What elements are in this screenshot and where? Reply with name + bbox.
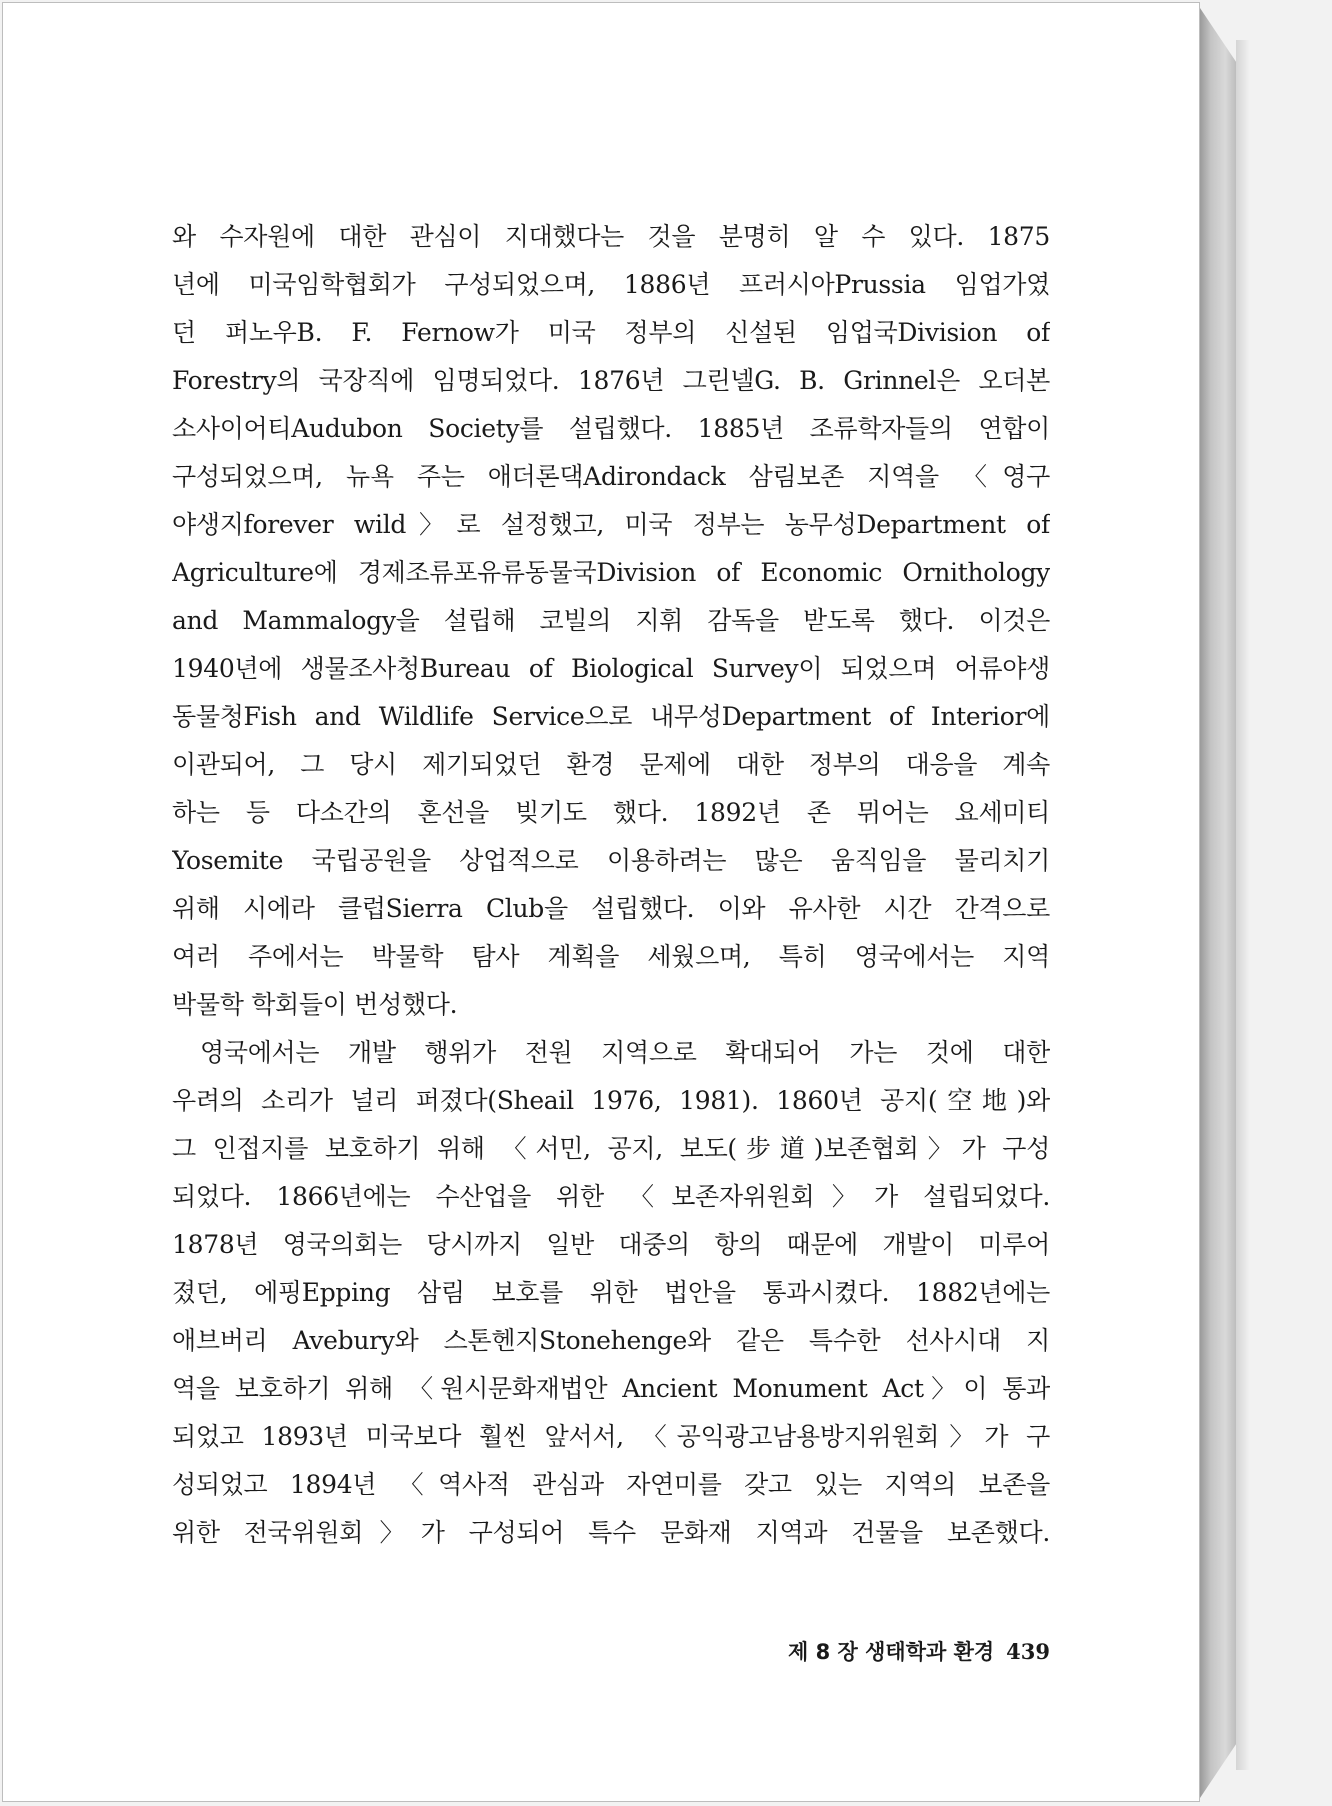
text-line: Agriculture에 경제조류포유류동물국Division of Economic Ornithology bbox=[172, 558, 1050, 587]
text-line: 와 수자원에 대한 관심이 지대했다는 것을 분명히 알 수 있다. 1875 bbox=[172, 222, 1050, 251]
text-line: 성되었고 1894년 〈역사적 관심과 자연미를 갖고 있는 지역의 보존을 bbox=[172, 1470, 1050, 1499]
chapter-title: 제 8 장 생태학과 환경 bbox=[788, 1640, 995, 1664]
text-line: 그 인접지를 보호하기 위해 〈서민, 공지, 보도(步道)보존협회〉가 구성 bbox=[172, 1134, 1050, 1163]
text-line: 박물학 학회들이 번성했다. bbox=[172, 990, 458, 1019]
text-line: Forestry의 국장직에 임명되었다. 1876년 그린넬G. B. Grinnel은 오더본 bbox=[172, 366, 1050, 395]
text-line: 위한 전국위원회〉가 구성되어 특수 문화재 지역과 건물을 보존했다. bbox=[172, 1518, 1050, 1547]
page-number: 439 bbox=[1006, 1639, 1050, 1664]
paragraph-2 bbox=[172, 1029, 1050, 1557]
text-line: 1878년 영국의회는 당시까지 일반 대중의 항의 때문에 개발이 미루어 bbox=[172, 1230, 1050, 1259]
text-line: 소사이어티Audubon Society를 설립했다. 1885년 조류학자들의 연합이 bbox=[172, 414, 1050, 443]
text-line: 년에 미국임학협회가 구성되었으며, 1886년 프러시아Prussia 임업가였 bbox=[172, 270, 1050, 299]
text-line: 던 퍼노우B. F. Fernow가 미국 정부의 신설된 임업국Division of bbox=[172, 318, 1050, 347]
text-line: 되었고 1893년 미국보다 훨씬 앞서서, 〈공익광고남용방지위원회〉가 구 bbox=[172, 1422, 1050, 1451]
text-line: 되었다. 1866년에는 수산업을 위한 〈보존자위원회〉가 설립되었다. bbox=[172, 1182, 1050, 1211]
text-line: and Mammalogy을 설립해 코빌의 지휘 감독을 받도록 했다. 이것은 bbox=[172, 606, 1050, 635]
page-shadow bbox=[1236, 40, 1250, 1770]
text-line: 1940년에 생물조사청Bureau of Biological Survey이 되었으며 어류야생 bbox=[172, 654, 1050, 683]
paragraph-1 bbox=[172, 213, 1050, 1029]
text-line: 졌던, 에핑Epping 삼림 보호를 위한 법안을 통과시켰다. 1882년에는 bbox=[172, 1278, 1050, 1307]
text-line: 동물청Fish and Wildlife Service으로 내무성Department of Interior에 bbox=[172, 702, 1050, 731]
body-text bbox=[172, 213, 1050, 1557]
text-line: Yosemite 국립공원을 상업적으로 이용하려는 많은 움직임을 물리치기 bbox=[172, 846, 1050, 875]
page-edge bbox=[1200, 8, 1236, 1798]
running-footer bbox=[680, 1636, 1050, 1666]
text-line: 위해 시에라 클럽Sierra Club을 설립했다. 이와 유사한 시간 간격으로 bbox=[172, 894, 1050, 923]
text-line: 야생지forever wild〉로 설정했고, 미국 정부는 농무성Department of bbox=[172, 510, 1050, 539]
text-line: 애브버리 Avebury와 스톤헨지Stonehenge와 같은 특수한 선사시대 지 bbox=[172, 1326, 1050, 1355]
text-line: 역을 보호하기 위해 〈원시문화재법안 Ancient Monument Act〉이 통과 bbox=[172, 1374, 1050, 1403]
text-line: 이관되어, 그 당시 제기되었던 환경 문제에 대한 정부의 대응을 계속 bbox=[172, 750, 1050, 779]
text-line: 영국에서는 개발 행위가 전원 지역으로 확대되어 가는 것에 대한 bbox=[200, 1038, 1050, 1067]
text-line: 하는 등 다소간의 혼선을 빚기도 했다. 1892년 존 뮈어는 요세미티 bbox=[172, 798, 1050, 827]
text-line: 우려의 소리가 널리 퍼졌다(Sheail 1976, 1981). 1860년 공지(空地)와 bbox=[172, 1086, 1050, 1115]
text-line: 구성되었으며, 뉴욕 주는 애더론댁Adirondack 삼림보존 지역을 〈영구 bbox=[172, 462, 1050, 491]
text-line: 여러 주에서는 박물학 탐사 계획을 세웠으며, 특히 영국에서는 지역 bbox=[172, 942, 1050, 971]
